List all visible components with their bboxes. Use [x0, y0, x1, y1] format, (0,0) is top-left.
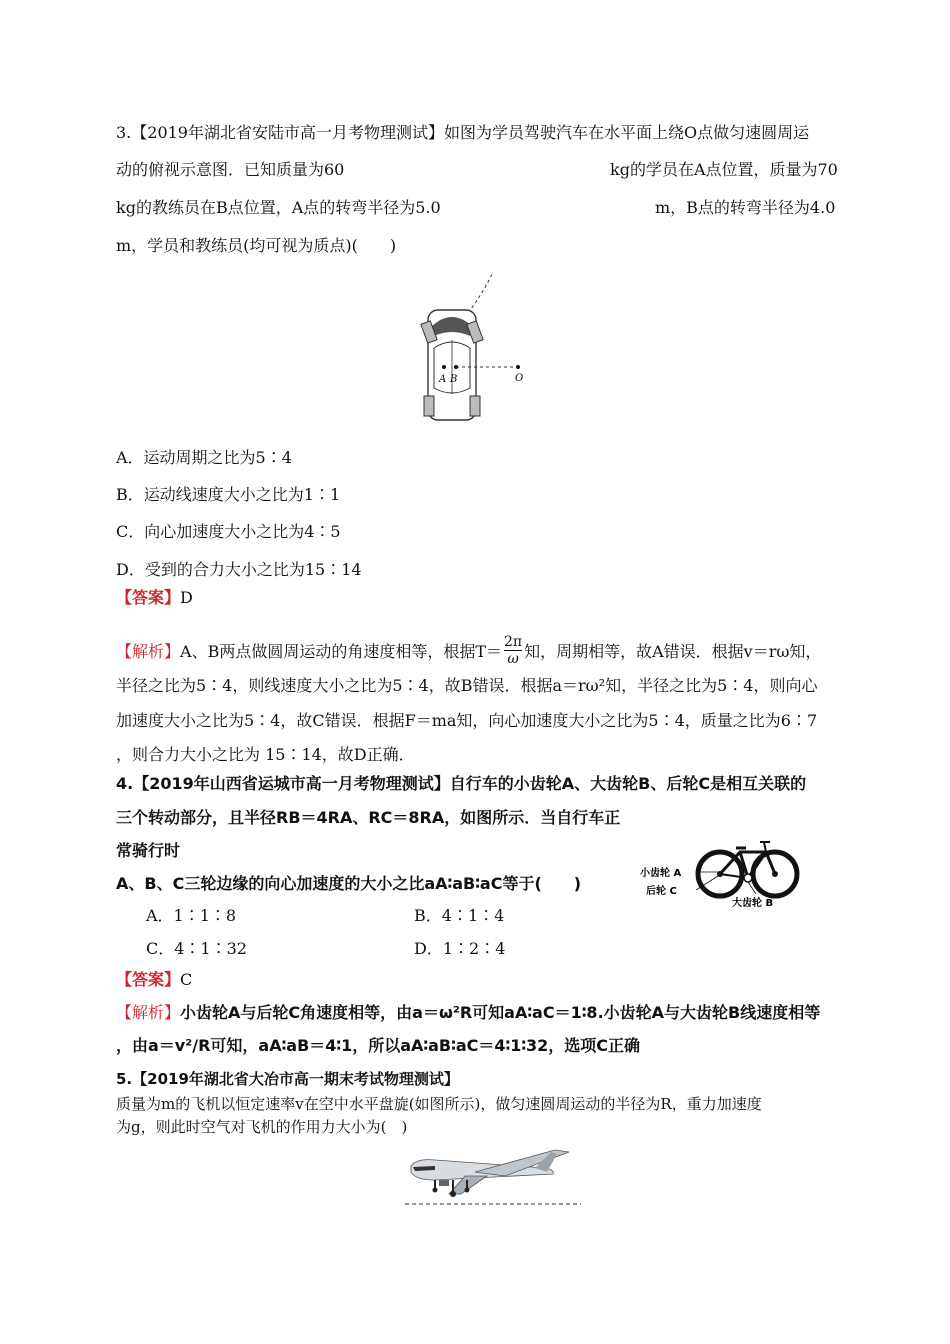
point-o-label: O — [515, 373, 524, 384]
q4-option-a: A．1∶1∶8 — [146, 906, 237, 925]
q3-option-c: C．向心加速度大小之比为4∶5 — [116, 522, 341, 541]
answer-tag: 【答案】 — [116, 588, 181, 607]
analysis-text-1: 小齿轮A与后轮C角速度相等，由a＝ω²R可知aA∶aC＝1∶8.小齿轮A与大齿轮B线速度相等 — [180, 1003, 821, 1022]
answer-value: D — [180, 588, 193, 607]
car-top-view-figure — [418, 270, 538, 422]
q3-analysis-line1 — [116, 636, 821, 669]
q4-stem-line1: 4.【2019年山西省运城市高一月考物理测试】自行车的小齿轮A、大齿轮B、后轮C是相互关联的 — [116, 774, 807, 793]
answer-value: C — [180, 970, 193, 989]
analysis-text-1b: 知，周期相等，故A错误．根据v＝rω知， — [524, 642, 822, 661]
small-gear-label: 小齿轮 A — [640, 868, 682, 879]
q3-analysis-line3: 加速度大小之比为5∶4，故C错误．根据F＝ma知，向心加速度大小之比为5∶4，质量之比为6∶7 — [116, 711, 818, 730]
q3-stem-line3-left: kg的教练员在B点位置，A点的转弯半径为5.0 — [116, 198, 441, 217]
q4-stem-line3: 常骑行时 — [116, 841, 181, 860]
q4-analysis-line2: ，由a＝v²/R可知，aA∶aB＝4∶1，所以aA∶aB∶aC＝4∶1∶32，选项C正确 — [116, 1036, 641, 1055]
q3-stem-line4: m，学员和教练员(均可视为质点)( ) — [116, 236, 397, 255]
q3-stem-line2-right: kg的学员在A点位置，质量为70 — [610, 160, 838, 179]
big-gear-label: 大齿轮 B — [732, 898, 774, 909]
q3-stem-line2-left: 动的俯视示意图．已知质量为60 — [116, 160, 345, 179]
answer-tag: 【答案】 — [116, 970, 181, 989]
q4-stem-line2: 三个转动部分，且半径RB＝4RA、RC＝8RA，如图所示．当自行车正 — [116, 808, 621, 827]
q4-answer — [116, 970, 192, 990]
q3-stem-line1: 3.【2019年湖北省安陆市高一月考物理测试】如图为学员驾驶汽车在水平面上绕O点做匀速圆周运 — [116, 123, 810, 142]
fraction — [504, 634, 522, 667]
q5-stem-line3: 为g，则此时空气对飞机的作用力大小为( ) — [116, 1118, 408, 1136]
q5-stem-line2: 质量为m的飞机以恒定速率v在空中水平盘旋(如图所示)，做匀速圆周运动的半径为R，重力加速度 — [116, 1095, 762, 1113]
q3-stem-line3-right: m，B点的转弯半径为4.0 — [655, 198, 836, 217]
q4-option-c: C．4∶1∶32 — [146, 939, 247, 958]
q3-option-d: D．受到的合力大小之比为15∶14 — [116, 560, 362, 579]
fraction-numerator: 2π — [504, 634, 523, 650]
q4-option-d: D．1∶2∶4 — [414, 939, 506, 958]
q5-stem-line1: 5.【2019年湖北省大冶市高一期末考试物理测试】 — [116, 1070, 459, 1088]
q3-option-b: B．运动线速度大小之比为1∶1 — [116, 485, 341, 504]
analysis-text-1a: A、B两点做圆周运动的角速度相等，根据T＝ — [180, 642, 503, 661]
q4-stem-line4: A、B、C三轮边缘的向心加速度的大小之比aA∶aB∶aC等于( ) — [116, 874, 582, 893]
fraction-denominator: ω — [507, 651, 519, 667]
bicycle-figure — [640, 836, 802, 910]
analysis-tag: 【解析】 — [116, 642, 181, 661]
q3-analysis-line4: ，则合力大小之比为 15∶14，故D正确． — [116, 745, 415, 764]
rear-wheel-label: 后轮 C — [646, 886, 677, 897]
point-a-label: A — [439, 374, 447, 385]
q4-analysis-line1 — [116, 1003, 820, 1023]
analysis-tag: 【解析】 — [116, 1003, 181, 1022]
q3-option-a: A．运动周期之比为5∶4 — [116, 448, 292, 467]
q3-analysis-line2: 半径之比为5∶4，则线速度大小之比为5∶4，故B错误．根据a＝rω²知，半径之比为5∶4，则向心 — [116, 676, 818, 695]
q4-option-b: B．4∶1∶4 — [414, 906, 505, 925]
q3-answer — [116, 588, 193, 608]
airplane-figure — [405, 1146, 585, 1212]
point-b-label: B — [450, 374, 458, 385]
